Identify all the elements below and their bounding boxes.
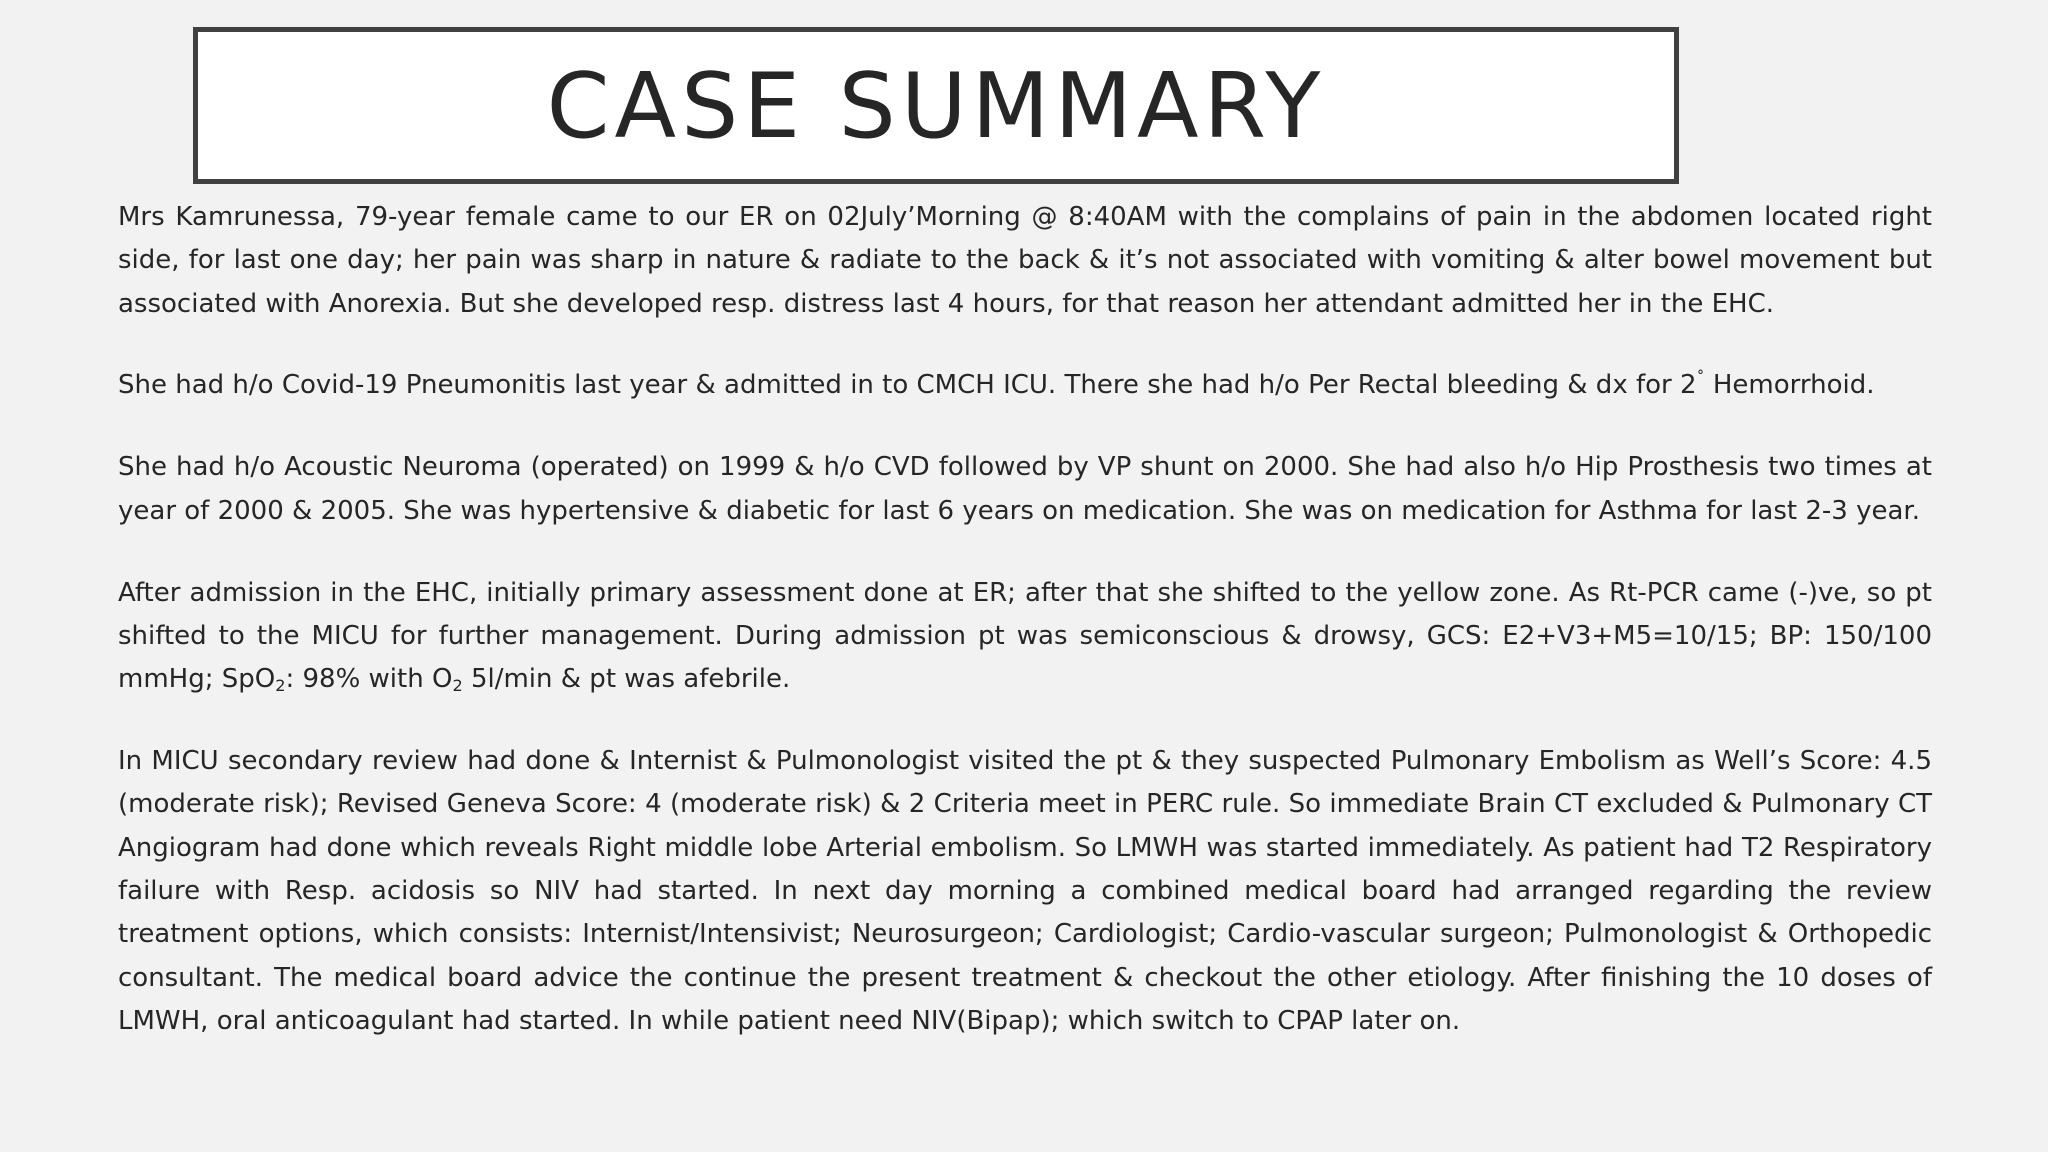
paragraph-text: After admission in the EHC, initially primary assessment done at ER; after that she shifted to the yellow zone. As Rt-PCR came (-)ve, so pt shifted to the MICU for further management. During admission pt was semiconscious & drowsy, GCS: E2+V3+M5=10/15; BP: 150/100 mmHg; SpO <box>118 577 1932 695</box>
degree-superscript: ˚ <box>1696 369 1705 389</box>
paragraph-micu-management: In MICU secondary review had done & Internist & Pulmonologist visited the pt & they suspected Pulmonary Embolism as Well’s Score: 4.5 (moderate risk); Revised Geneva Score: 4 (moderate risk) & 2 Criteria meet in PERC rule. So immediate Brain CT excluded & Pulmonary CT Angiogram had done which reveals Right middle lobe Arterial embolism. So LMWH was started immediately. As patient had T2 Respiratory failure with Resp. acidosis so NIV had started. In next day morning a combined medical board had arranged regarding the review treatment options, which consists: Internist/Intensivist; Neurosurgeon; Cardiologist; Cardio-vascular surgeon; Pulmonologist & Orthopedic consultant. The medical board advice the continue the present treatment & checkout the other etiology. After finishing the 10 doses of LMWH, oral anticoagulant had started. In while patient need NIV(Bipap); which switch to CPAP later on. <box>118 746 1932 1036</box>
paragraph-presenting-complaint: Mrs Kamrunessa, 79-year female came to our ER on 02July’Morning @ 8:40AM with the complains of pain in the abdomen located right side, for last one day; her pain was sharp in nature & radiate to the back & it’s not associated with vomiting & alter bowel movement but associated with Anorexia. But she developed resp. distress last 4 hours, for that reason her attendant admitted her in the EHC. <box>118 202 1932 319</box>
case-summary-body <box>118 196 1932 1043</box>
paragraph-admission-assessment <box>118 572 1932 702</box>
subscript-2: 2 <box>275 676 286 696</box>
paragraph-medical-history: She had h/o Acoustic Neuroma (operated) on 1999 & h/o CVD followed by VP shunt on 2000. She had also h/o Hip Prosthesis two times at year of 2000 & 2005. She was hypertensive & diabetic for last 6 years on medication. She was on medication for Asthma for last 2-3 year. <box>118 452 1932 526</box>
paragraph-text: She had h/o Covid-19 Pneumonitis last year & admitted in to CMCH ICU. There she had h/o Per Rectal bleeding & dx for 2 <box>118 370 1697 401</box>
paragraph-text: : 98% with O <box>285 664 453 695</box>
slide-title: CASE SUMMARY <box>546 53 1326 159</box>
paragraph-text: Hemorrhoid. <box>1704 370 1875 401</box>
title-box <box>193 27 1679 184</box>
paragraph-past-covid-history <box>118 364 1932 407</box>
paragraph-text: 5l/min & pt was afebrile. <box>462 664 791 695</box>
subscript-2: 2 <box>452 676 463 696</box>
